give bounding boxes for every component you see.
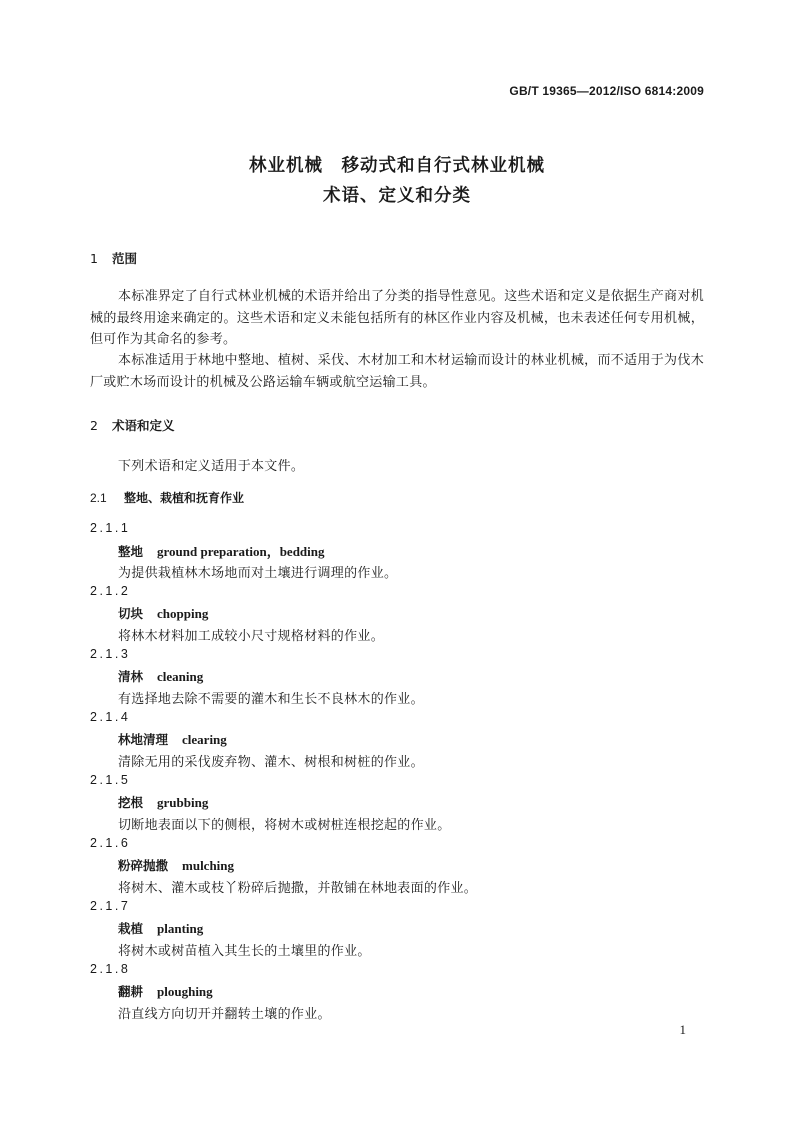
term-name [118,856,234,874]
subsection-2-1-heading [90,489,244,506]
term-name [118,793,208,811]
term-name [118,541,325,560]
section-number: 2 [90,418,98,433]
term-english: clearing [182,732,227,747]
term-definition: 将树木或树苗植入其生长的土壤里的作业。 [118,944,371,959]
term-chinese: 挖根 [118,795,144,810]
page-number: 1 [679,1022,686,1037]
section-number: 1 [90,251,98,266]
term-name [118,730,227,748]
term-name [118,667,203,685]
document-title-line-1: 林业机械 移动式和自行式林业机械 [249,156,545,176]
term-number: 2.1.5 [90,773,131,787]
term-number: 2.1.8 [90,962,131,976]
term-english: chopping [157,606,209,621]
scope-paragraph-2: 本标准适用于林地中整地、植树、采伐、木材加工和木材运输而设计的林业机械，而不适用于为伐木厂或贮木场而设计的机械及公路运输车辆或航空运输工具。 [90,353,704,390]
term-chinese: 整地 [118,544,144,559]
term-number: 2.1.7 [90,899,131,913]
document-title-line-2: 术语、定义和分类 [323,186,471,206]
term-english: ground preparation，bedding [157,544,325,559]
terms-intro: 下列术语和定义适用于本文件。 [118,459,305,474]
term-definition: 沿直线方向切开并翻转土壤的作业。 [118,1007,331,1022]
subsection-title: 整地、栽植和抚育作业 [124,491,245,505]
term-english: ploughing [157,984,213,999]
term-chinese: 清林 [118,669,144,684]
subsection-number: 2.1 [90,491,107,505]
standard-code: GB/T 19365—2012/ISO 6814:2009 [509,84,704,98]
term-english: mulching [182,858,235,873]
section-2-heading [90,416,175,434]
term-number: 2.1.4 [90,710,131,724]
term-definition: 清除无用的采伐废弃物、灌木、树根和树桩的作业。 [118,755,424,770]
term-english: planting [157,921,204,936]
section-1-heading [90,249,137,267]
term-name [118,982,213,1000]
term-definition: 为提供栽植林木场地而对土壤进行调理的作业。 [118,566,398,581]
term-definition: 切断地表面以下的侧根，将树木或树桩连根挖起的作业。 [118,818,451,833]
term-definition: 将树木、灌木或枝丫粉碎后抛撒，并散铺在林地表面的作业。 [118,881,478,896]
term-name [118,919,203,937]
term-english: grubbing [157,795,209,810]
term-name [118,604,208,622]
term-number: 2.1.3 [90,647,131,661]
term-chinese: 切块 [118,606,144,621]
term-chinese: 粉碎抛撒 [118,858,169,873]
scope-paragraph-1: 本标准界定了自行式林业机械的术语并给出了分类的指导性意见。这些术语和定义是依据生产商对机械的最终用途来确定的。这些术语和定义未能包括所有的林区作业内容及机械，也未表述任何专用机械，但可作为其命名的参考。 [90,289,704,347]
term-chinese: 翻耕 [118,984,144,999]
term-chinese: 栽植 [118,921,144,936]
section-title: 术语和定义 [112,418,175,433]
term-definition: 将林木材料加工成较小尺寸规格材料的作业。 [118,629,385,644]
term-definition: 有选择地去除不需要的灌木和生长不良林木的作业。 [118,692,424,707]
term-english: cleaning [157,669,204,684]
term-number: 2.1.1 [90,521,131,535]
section-title: 范围 [112,251,138,266]
term-chinese: 林地清理 [118,732,169,747]
term-number: 2.1.2 [90,584,131,598]
term-number: 2.1.6 [90,836,131,850]
